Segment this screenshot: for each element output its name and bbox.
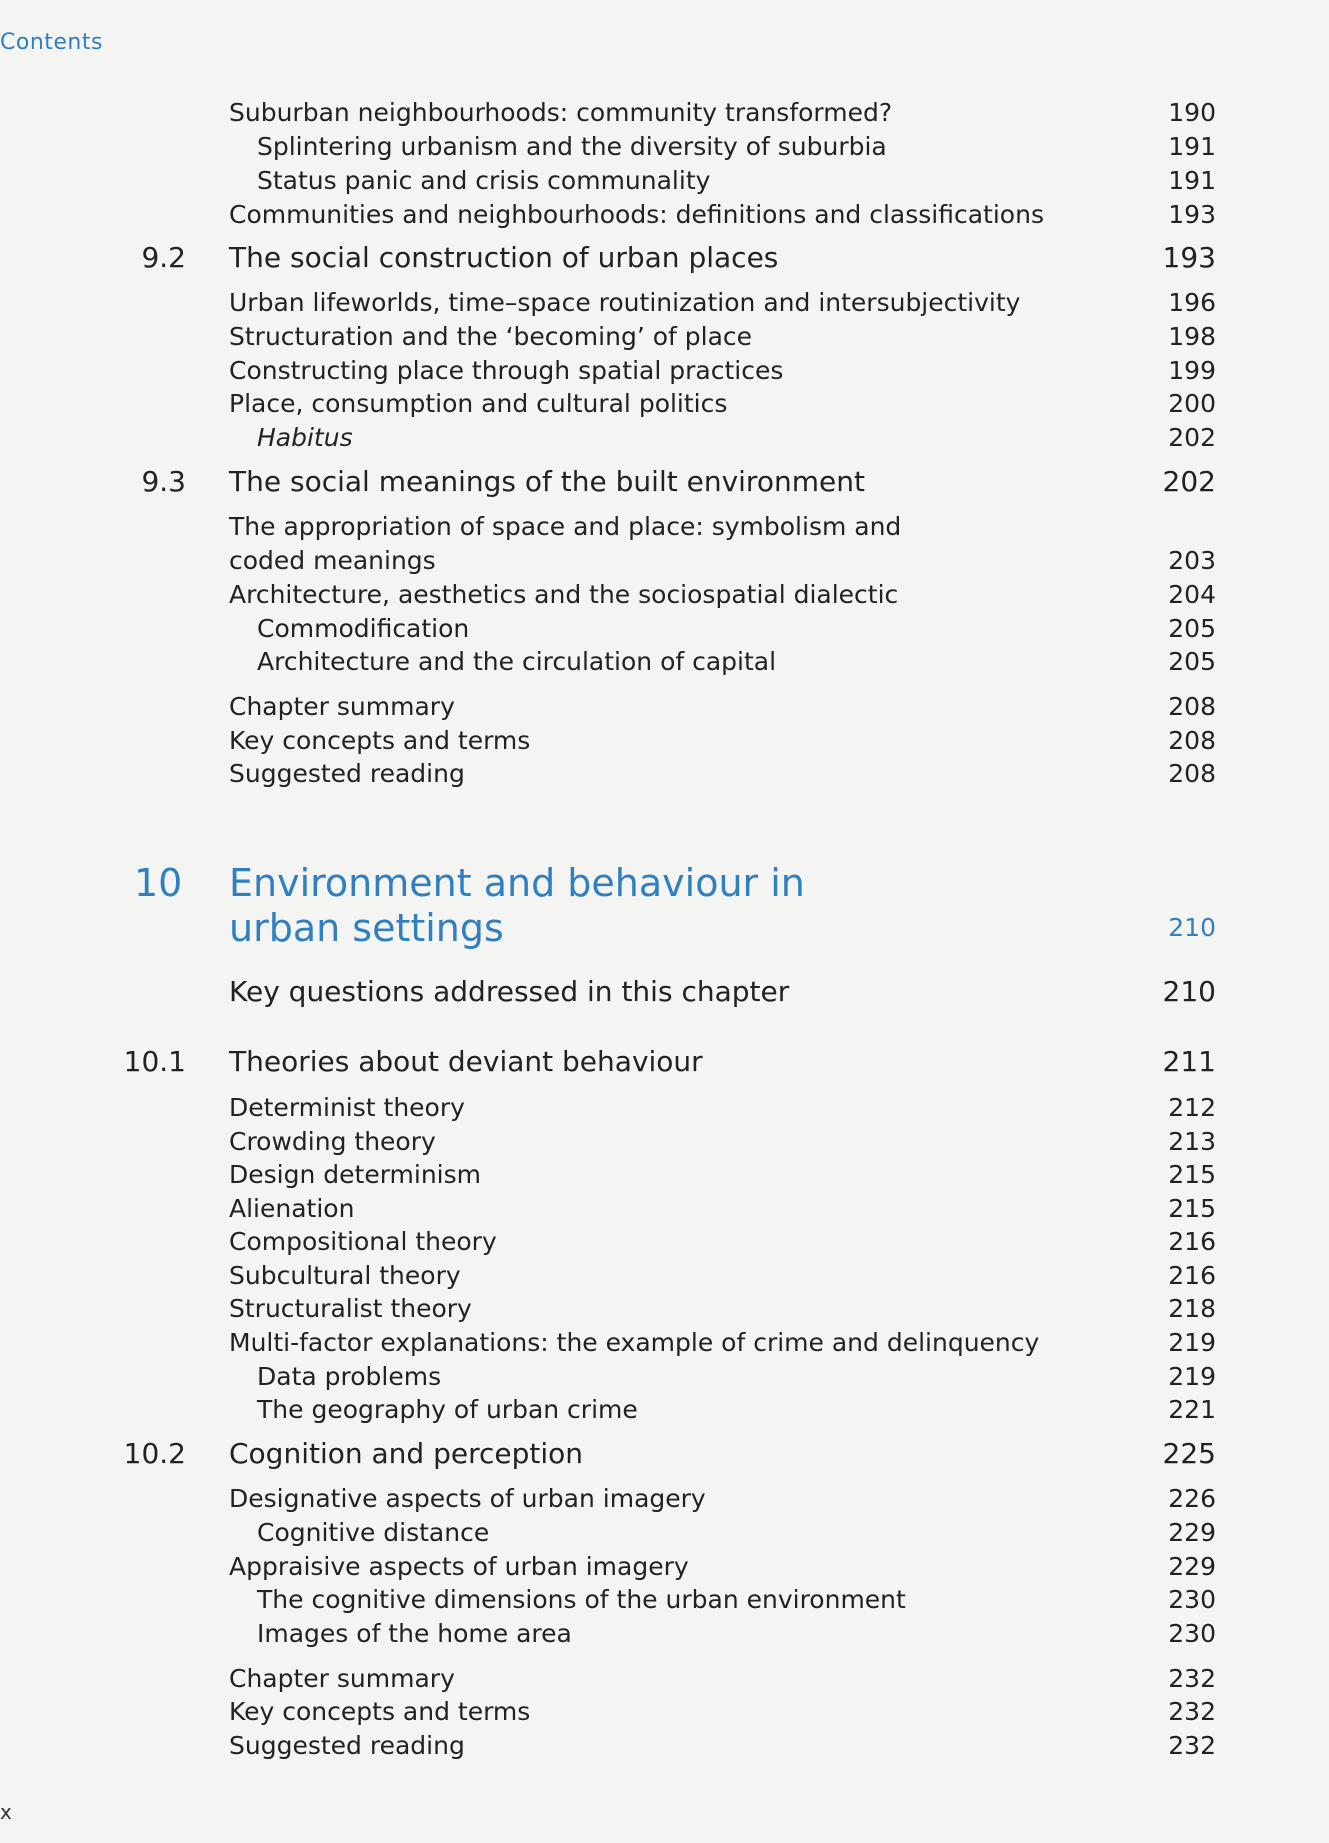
page-number: 203 xyxy=(1168,546,1216,575)
entry-title: Cognitive distance xyxy=(257,1518,490,1547)
entry-title: Structuration and the ‘becoming’ of place xyxy=(229,322,753,351)
entry-title: Images of the home area xyxy=(257,1619,572,1648)
page-number: 216 xyxy=(1168,1261,1216,1290)
entry-title: Place, consumption and cultural politics xyxy=(229,389,728,418)
entry-title: Designative aspects of urban imagery xyxy=(229,1484,706,1513)
chapter-number: 10 xyxy=(134,861,183,905)
page-number: 216 xyxy=(1168,1227,1216,1256)
page-number: 212 xyxy=(1168,1093,1216,1122)
chapter-title-line2: urban settings xyxy=(229,906,504,950)
page-number: 213 xyxy=(1168,1127,1216,1156)
entry-title: Compositional theory xyxy=(229,1227,497,1256)
section-number: 10.2 xyxy=(123,1437,186,1470)
entry-title: Urban lifeworlds, time–space routinization and intersubjectivity xyxy=(229,288,1021,317)
page-number: 229 xyxy=(1168,1518,1216,1547)
entry-title: Data problems xyxy=(257,1362,442,1391)
entry-title: Theories about deviant behaviour xyxy=(229,1045,703,1078)
entry-title: Multi-factor explanations: the example of crime and delinquency xyxy=(229,1328,1040,1357)
page-number: 190 xyxy=(1168,98,1216,127)
entry-title: Chapter summary xyxy=(229,1664,455,1693)
page-number: 221 xyxy=(1168,1395,1216,1424)
entry-title: The cognitive dimensions of the urban environment xyxy=(257,1585,906,1614)
page-number: 215 xyxy=(1168,1194,1216,1223)
page-number: 218 xyxy=(1168,1294,1216,1323)
section-number: 10.1 xyxy=(123,1045,186,1078)
entry-title: Architecture, aesthetics and the sociospatial dialectic xyxy=(229,580,899,609)
page-number: 232 xyxy=(1168,1697,1216,1726)
page-number: 205 xyxy=(1168,647,1216,676)
page-number: 191 xyxy=(1168,132,1216,161)
page-number: 204 xyxy=(1168,580,1216,609)
page-number: 193 xyxy=(1162,241,1216,274)
page-number: 208 xyxy=(1168,759,1216,788)
entry-title: Suburban neighbourhoods: community transformed? xyxy=(229,98,893,127)
entry-title: Crowding theory xyxy=(229,1127,436,1156)
page-edge-mark: x xyxy=(0,1800,12,1824)
running-header: Contents xyxy=(0,30,103,55)
entry-title: The geography of urban crime xyxy=(257,1395,638,1424)
page-number: 215 xyxy=(1168,1160,1216,1189)
entry-title: Cognition and perception xyxy=(229,1437,584,1470)
page-number: 191 xyxy=(1168,166,1216,195)
entry-title: Architecture and the circulation of capital xyxy=(257,647,777,676)
entry-title: Appraisive aspects of urban imagery xyxy=(229,1552,689,1581)
entry-title: The social construction of urban places xyxy=(229,241,779,274)
entry-title: Design determinism xyxy=(229,1160,482,1189)
page-number: 208 xyxy=(1168,692,1216,721)
section-number: 9.2 xyxy=(141,241,186,274)
entry-title: The appropriation of space and place: symbolism and xyxy=(229,512,902,541)
entry-title: Determinist theory xyxy=(229,1093,465,1122)
entry-title: Status panic and crisis communality xyxy=(257,166,711,195)
page-number: 205 xyxy=(1168,614,1216,643)
entry-title: Subcultural theory xyxy=(229,1261,461,1290)
page-number: 219 xyxy=(1168,1362,1216,1391)
entry-title: Alienation xyxy=(229,1194,355,1223)
page-number: 202 xyxy=(1168,423,1216,452)
page-number: 232 xyxy=(1168,1664,1216,1693)
entry-title: Chapter summary xyxy=(229,692,455,721)
page-number: 199 xyxy=(1168,356,1216,385)
entry-title: Habitus xyxy=(257,423,353,452)
entry-title: The social meanings of the built environment xyxy=(229,465,865,498)
chapter-page-number: 210 xyxy=(1168,913,1216,942)
page-number: 225 xyxy=(1162,1437,1216,1470)
entry-title: coded meanings xyxy=(229,546,436,575)
page-number: 198 xyxy=(1168,322,1216,351)
entry-title: Splintering urbanism and the diversity of suburbia xyxy=(257,132,887,161)
page-number: 211 xyxy=(1162,1045,1216,1078)
section-number: 9.3 xyxy=(141,465,186,498)
entry-title: Key concepts and terms xyxy=(229,726,531,755)
entry-title: Key concepts and terms xyxy=(229,1697,531,1726)
page-number: 232 xyxy=(1168,1731,1216,1760)
entry-title: Key questions addressed in this chapter xyxy=(229,975,790,1008)
entry-title: Commodification xyxy=(257,614,470,643)
page-number: 193 xyxy=(1168,200,1216,229)
entry-title: Suggested reading xyxy=(229,759,465,788)
entry-title: Suggested reading xyxy=(229,1731,465,1760)
chapter-title-line1: Environment and behaviour in xyxy=(229,861,805,905)
page-number: 230 xyxy=(1168,1585,1216,1614)
page-number: 208 xyxy=(1168,726,1216,755)
page-number: 219 xyxy=(1168,1328,1216,1357)
entry-title: Communities and neighbourhoods: definitions and classifications xyxy=(229,200,1044,229)
page-number: 202 xyxy=(1162,465,1216,498)
entry-title: Constructing place through spatial practices xyxy=(229,356,784,385)
entry-title: Structuralist theory xyxy=(229,1294,472,1323)
page-number: 230 xyxy=(1168,1619,1216,1648)
page-number: 226 xyxy=(1168,1484,1216,1513)
page-number: 229 xyxy=(1168,1552,1216,1581)
page-number: 210 xyxy=(1162,975,1216,1008)
page-number: 200 xyxy=(1168,389,1216,418)
page-number: 196 xyxy=(1168,288,1216,317)
